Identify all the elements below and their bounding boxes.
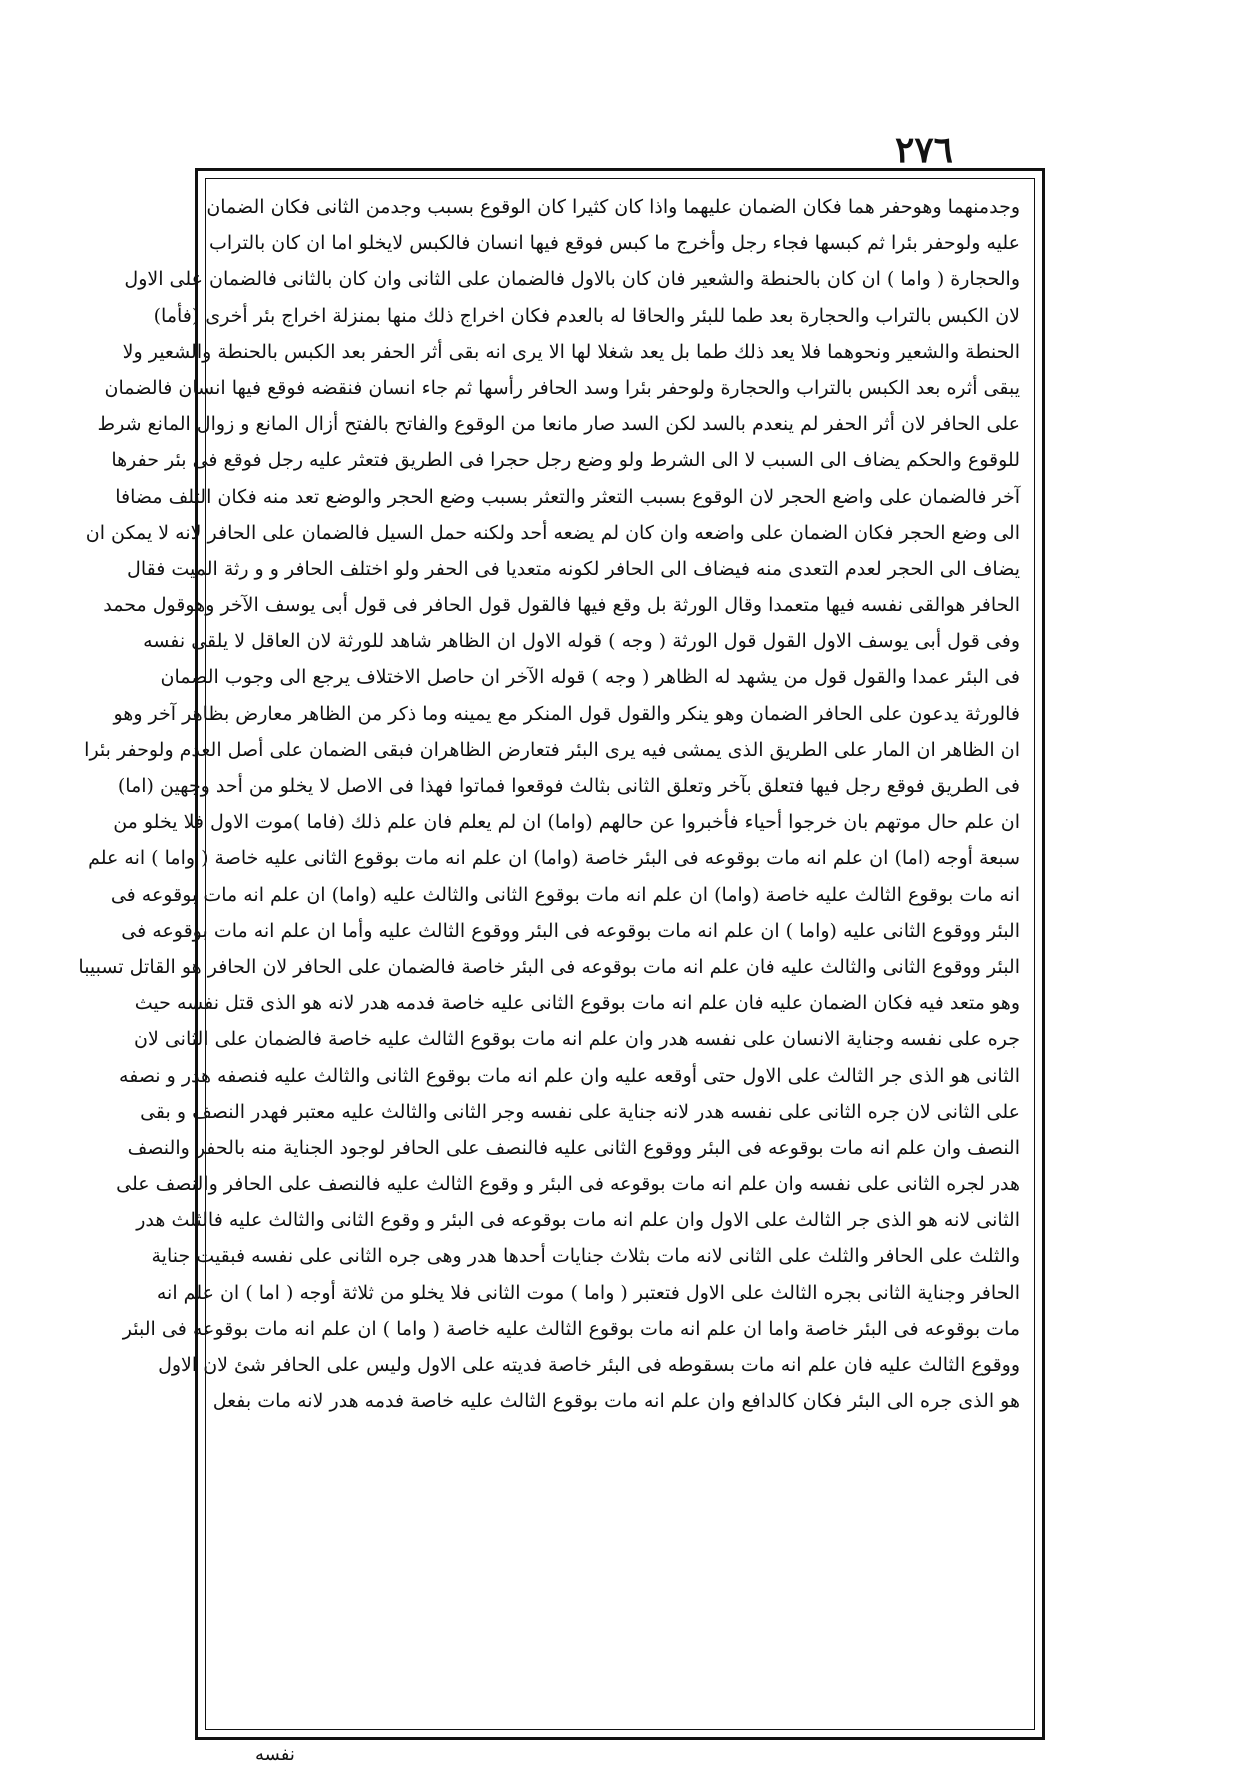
- text-line: الحنطة والشعير ونحوهما فلا يعد ذلك طما بل يعد شغلا لها الا يرى انه بقى أثر الحفر بعد الكبس بالحنطة والشعير ولا: [122, 340, 1020, 363]
- text-line: على الثانى لان جره الثانى على نفسه هدر لانه جناية على نفسه وجر الثانى والثالث عليه معتبر فهدر النصف و بقى: [140, 1100, 1020, 1123]
- text-line: يبقى أثره بعد الكبس بالتراب والحجارة ولوحفر بئرا وسد الحافر رأسها ثم جاء انسان فنقضه فوقع فيها انسان فالضمان: [104, 376, 1020, 399]
- text-line: والثلث على الحافر والثلث على الثانى لانه مات بثلاث جنايات أحدها هدر وهى جره الثانى على نفسه فبقيت جناية: [151, 1245, 1020, 1268]
- text-line: يضاف الى الحجر لعدم التعدى منه فيضاف الى الحافر لكونه متعديا فى الحفر ولو اختلف الحافر و و رثة الميت فقال: [127, 557, 1020, 580]
- text-line: ووقوع الثالث عليه فان علم انه مات بسقوطه فى البئر خاصة فديته على الاول وليس على الحافر شئ لان الاول: [158, 1354, 1020, 1376]
- page-number: ٢٧٦: [895, 129, 954, 171]
- text-line: وهو متعد فيه فكان الضمان عليه فان علم انه مات بوقوع الثانى عليه خاصة فدمه هدر لانه هو الذى قتل نفسه حيث: [134, 992, 1020, 1015]
- text-line: آخر فالضمان على واضع الحجر لان الوقوع بسبب التعثر والتعثر بسبب وضع الحجر والوضع تعد منه فكان التلف مضافا: [115, 485, 1020, 508]
- text-line: عليه ولوحفر بئرا ثم كبسها فجاء رجل وأخرج ما كبس فوقع فيها انسان فالكبس لايخلو اما ان كان بالتراب: [209, 232, 1020, 255]
- text-line: النصف وان علم انه مات بوقوعه فى البئر ووقوع الثانى عليه فالنصف على الحافر لوجود الجناية منه بالحفر والنصف: [127, 1136, 1020, 1159]
- text-line: فالورثة يدعون على الحافر الضمان وهو ينكر والقول قول المنكر مع يمينه وما ذكر من الظاهر معارض بظاهر آخر وهو: [113, 702, 1020, 725]
- text-line: فى البئر عمدا والقول قول من يشهد له الظاهر ( وجه ) قوله الآخر ان حاصل الاختلاف يرجع الى وجوب الضمان: [160, 666, 1020, 689]
- text-line: ان علم حال موتهم بان خرجوا أحياء فأخبروا عن حالهم (واما) ان لم يعلم فان علم ذلك (فاما )موت الاول فلا يخلو من: [113, 811, 1020, 834]
- text-line: مات بوقوعه فى البئر خاصة واما ان علم انه مات بوقوع الثالث عليه خاصة ( واما ) ان علم انه مات بوقوعه فى البئر: [122, 1317, 1020, 1340]
- text-line: الى وضع الحجر فكان الضمان على واضعه وان كان لم يضعه أحد ولكنه حمل السيل فالضمان على الحافر لانه لا يمكن ان: [85, 521, 1020, 544]
- text-line: لان الكبس بالتراب والحجارة بعد طما للبئر والحاقا له بالعدم فكان اخراج ذلك منها بمنزلة اخراج بئر أخرى (فأما): [153, 304, 1020, 327]
- text-line: ان الظاهر ان المار على الطريق الذى يمشى فيه يرى البئر فتعارض الظاهران فبقى الضمان على أصل العدم ولوحفر بئرا: [84, 738, 1020, 761]
- text-line: وجدمنهما وهوحفر هما فكان الضمان عليهما واذا كان كثيرا كان الوقوع بسبب وجدمن الثانى فكان الضمان: [206, 196, 1020, 218]
- page-frame: [78, 168, 1045, 1740]
- text-line: انه مات بوقوع الثالث عليه خاصة (واما) ان علم انه مات بوقوع الثانى والثالث عليه (واما) ان علم انه مات بوقوعه فى: [110, 883, 1020, 906]
- text-line: الثانى لانه هو الذى جر الثالث على الاول وان علم انه مات بوقوعه فى البئر و وقوع الثانى والثالث عليه فالثلث هدر: [136, 1209, 1020, 1232]
- text-line: هدر لجره الثانى على نفسه وان علم انه مات بوقوعه فى البئر و وقوع الثالث عليه فالنصف على الحافر والنصف على: [116, 1173, 1020, 1196]
- text-line: جره على نفسه وجناية الانسان على نفسه هدر وان علم انه مات بوقوع الثالث عليه خاصة فالضمان على الثانى لان: [133, 1028, 1020, 1051]
- text-line: على الحافر لان أثر الحفر لم ينعدم بالسد لكن السد صار مانعا من الوقوع والفاتح بالفتح أزال المانع و زوال المانع شرط: [97, 413, 1020, 436]
- text-line: والحجارة ( واما ) ان كان بالحنطة والشعير فان كان بالاول فالضمان على الثانى وان كان بالثانى فالضمان على الاول: [124, 268, 1020, 291]
- text-body: [78, 189, 1020, 1419]
- text-line: الحافر هوالقى نفسه فيها متعمدا وقال الورثة بل وقع فيها فالقول قول الحافر فى قول أبى يوسف الآخر وهوقول محمد: [103, 594, 1020, 617]
- text-line: سبعة أوجه (اما) ان علم انه مات بوقوعه فى البئر خاصة (واما) ان علم انه مات بوقوع الثانى عليه خاصة ( واما ) انه علم: [88, 847, 1020, 870]
- text-line: هو الذى جره الى البئر فكان كالدافع وان علم انه مات بوقوع الثالث عليه خاصة فدمه هدر لانه مات بفعل: [212, 1390, 1020, 1413]
- text-line: البئر ووقوع الثانى عليه (واما ) ان علم انه مات بوقوعه فى البئر ووقوع الثالث عليه وأما ان علم انه مات بوقوعه فى: [121, 919, 1020, 942]
- text-line: فى الطريق فوقع رجل فيها فتعلق بآخر وتعلق الثانى بثالث فوقعوا فماتوا فهذا فى الاصل لا يخلو من أحد وجهين (اما): [117, 775, 1020, 797]
- text-line: وفى قول أبى يوسف الاول القول قول الورثة ( وجه ) قوله الاول ان الظاهر شاهد للورثة لان العاقل لا يلقى نفسه: [143, 630, 1020, 653]
- text-line: الثانى هو الذى جر الثالث على الاول حتى أوقعه عليه وان علم انه مات بوقوع الثانى والثالث عليه فنصفه هدر و نصفه: [119, 1064, 1020, 1087]
- text-line: البئر ووقوع الثانى والثالث عليه فان علم انه مات بوقوعه فى البئر خاصة فالضمان على الحافر لان الحافر هو القاتل تسبيبا: [78, 955, 1020, 978]
- text-line: الحافر وجناية الثانى بجره الثالث على الاول فتعتبر ( واما ) موت الثانى فلا يخلو من ثلاثة أوجه ( اما ) ان علم انه: [156, 1281, 1020, 1304]
- catchword: نفسه: [255, 1744, 295, 1765]
- text-line: للوقوع والحكم يضاف الى السبب لا الى الشرط ولو وضع رجل حجرا فى الطريق فتعثر عليه رجل فوقع فى بئر حفرها: [111, 449, 1020, 472]
